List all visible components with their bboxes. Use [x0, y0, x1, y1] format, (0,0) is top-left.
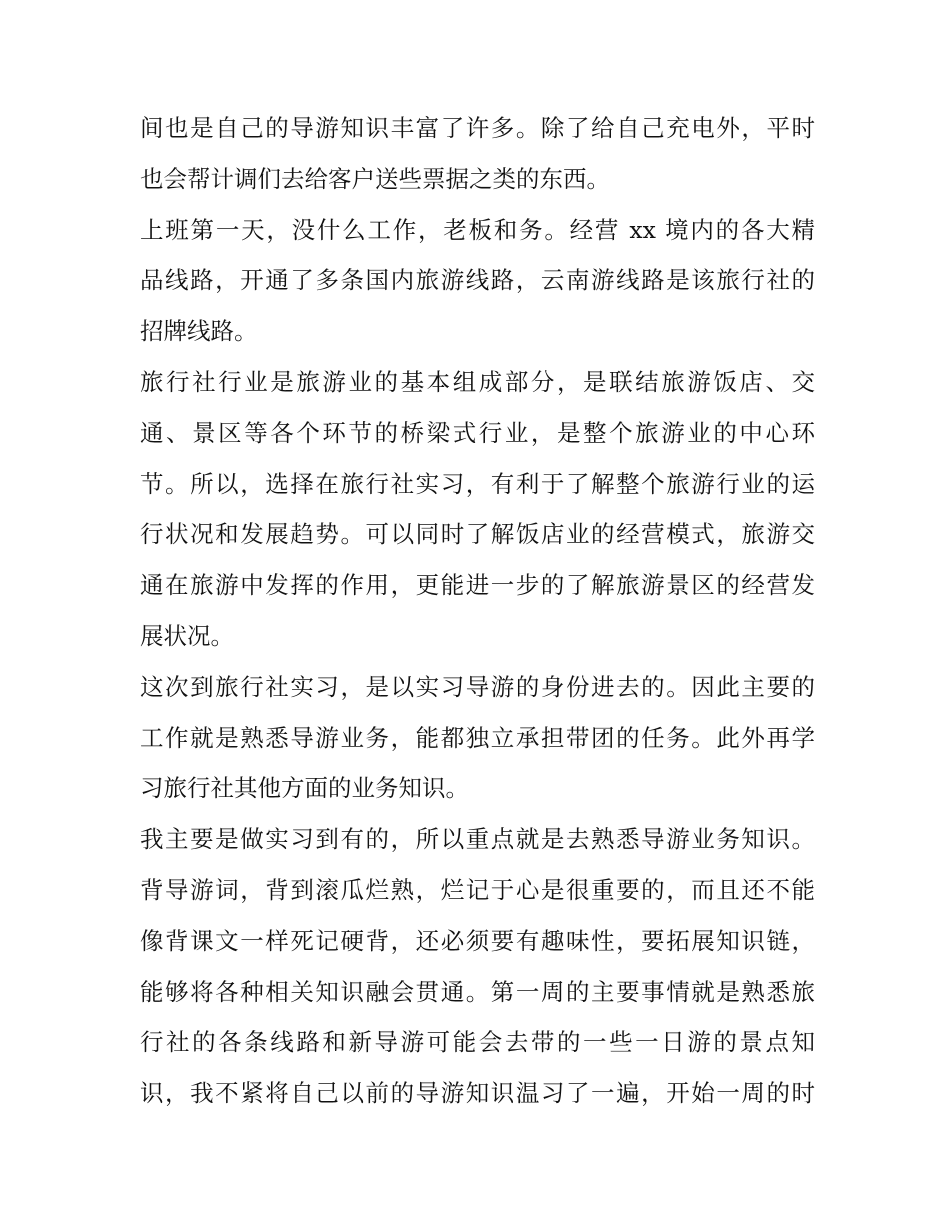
text-line: 也会帮计调们去给客户送些票据之类的东西。: [140, 164, 610, 193]
text-line: 通、景区等各个环节的桥梁式行业，是整个旅游业的中心环: [140, 418, 815, 447]
text-line: 上班第一天，没什么工作，老板和务。经营 xx 境内的各大精: [140, 215, 815, 244]
text-line: 我主要是做实习到有的，所以重点就是去熟悉导游业务知识。: [140, 825, 815, 854]
text-line: 背导游词，背到滚瓜烂熟，烂记于心是很重要的，而且还不能: [140, 875, 815, 904]
text-line: 识，我不紧将自己以前的导游知识温习了一遍，开始一周的时: [140, 1079, 815, 1108]
text-line: 节。所以，选择在旅行社实习，有利于了解整个旅游行业的运: [140, 469, 815, 498]
text-line: 这次到旅行社实习，是以实习导游的身份进去的。因此主要的: [140, 672, 815, 701]
text-line: 品线路，开通了多条国内旅游线路，云南游线路是该旅行社的: [140, 266, 815, 295]
text-line: 旅行社行业是旅游业的基本组成部分，是联结旅游饭店、交: [140, 367, 815, 396]
text-line: 能够将各种相关知识融会贯通。第一周的主要事情就是熟悉旅: [140, 977, 815, 1006]
text-line: 行状况和发展趋势。可以同时了解饭店业的经营模式，旅游交: [140, 520, 815, 549]
text-line: 间也是自己的导游知识丰富了许多。除了给自己充电外，平时: [140, 114, 815, 142]
text-line: 行社的各条线路和新导游可能会去带的一些一日游的景点知: [140, 1028, 815, 1057]
text-line: 招牌线路。: [140, 317, 258, 346]
text-line: 工作就是熟悉导游业务，能都独立承担带团的任务。此外再学: [140, 723, 815, 752]
text-line: 展状况。: [140, 621, 234, 650]
text-line: 像背课文一样死记硬背，还必须要有趣味性，要拓展知识链，: [140, 926, 815, 955]
text-line: 习旅行社其他方面的业务知识。: [140, 774, 469, 803]
text-line: 通在旅游中发挥的作用，更能进一步的了解旅游景区的经营发: [140, 571, 815, 600]
body-text: [140, 103, 815, 1119]
